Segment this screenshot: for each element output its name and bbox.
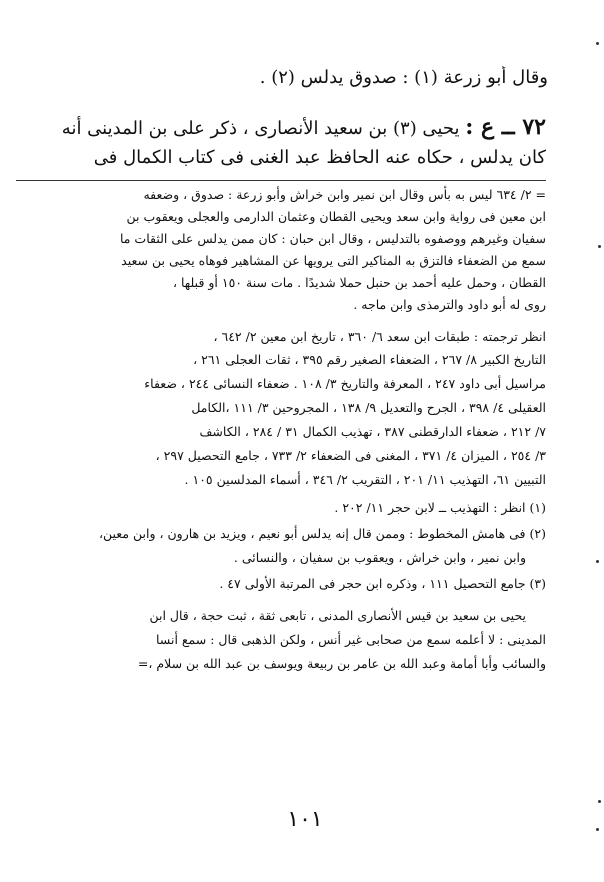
refs-line-7: التبيين ٦١، التهذيب ١١/ ٢٠١ ، التقريب ٢/ ٣٤٦ ، أسماء المدلسين ١٠٥ . xyxy=(184,472,546,487)
main-line-1: وقال أبو زرعة (١) : صدوق يدلس (٢) . xyxy=(259,67,548,88)
margin-speck xyxy=(596,828,599,831)
refs-line-4: العقيلى ٤/ ٣٩٨ ، الجرح والتعديل ٩/ ١٣٨ ، المجروحين ٣/ ١١١ ،الكامل xyxy=(191,400,546,415)
footnote-1: (١) انظر : التهذيب ــ لابن حجر ١١/ ٢٠٢ . xyxy=(334,500,546,515)
fn-cont-line-6: روى له أبو داود والترمذى وابن ماجه . xyxy=(353,297,546,312)
fn-cont-line-3: سفيان وغيرهم ووصفوه بالتدليس ، وقال ابن حبان : كان ممن يدلس على الثقات ما xyxy=(119,231,546,246)
entry-number: ٧٢ ــ ع : xyxy=(465,114,546,140)
footnote-3-body-line-1: يحيى بن سعيد بن قيس الأنصارى المدنى ، تابعى ثقة ، ثبت حجة ، قال ابن xyxy=(149,608,526,623)
footnote-separator xyxy=(16,180,546,181)
refs-line-5: ٧/ ٢١٢ ، ضعفاء الدارقطنى ٣٨٧ ، تهذيب الكمال ٣١ / ٢٨٤ ، الكاشف xyxy=(199,424,546,439)
footnote-3-body-line-2: المدينى : لا أعلمه سمع من صحابى غير أنس ، ولكن الذهبى قال : سمع أنسا xyxy=(156,632,546,647)
margin-speck xyxy=(598,245,601,248)
footnote-3: (٣) جامع التحصيل ١١١ ، وذكره ابن حجر فى المرتبة الأولى ٤٧ . xyxy=(219,576,546,591)
fn-cont-line-5: القطان ، وحمل عليه أحمد بن حنبل حملا شديدًا . مات سنة ١٥٠ أو قبلها ، xyxy=(172,275,546,290)
page-number: ١٠١ xyxy=(287,807,323,832)
entry-72-line-2: كان يدلس ، حكاه عنه الحافظ عبد الغنى فى كتاب الكمال فى xyxy=(93,147,546,168)
refs-line-6: ٣/ ٢٥٤ ، الميزان ٤/ ٣٧١ ، المغنى فى الضعفاء ٢/ ٧٣٣ ، جامع التحصيل ٢٩٧ ، xyxy=(155,448,546,463)
refs-line-3: مراسيل أبى داود ٢٤٧ ، المعرفة والتاريخ ٣/ ١٠٨ . ضعفاء النسائى ٢٤٤ ، ضعفاء xyxy=(144,376,546,391)
margin-speck xyxy=(596,560,599,563)
margin-speck xyxy=(598,800,601,803)
margin-speck xyxy=(596,42,599,45)
entry-text: يحيى (٣) بن سعيد الأنصارى ، ذكر على بن المدينى أنه xyxy=(61,118,460,139)
fn-cont-line-2: ابن معين فى رواية وابن سعد ويحيى القطان وعثمان الدارمى والعجلى ويعقوب بن xyxy=(126,209,546,224)
footnote-3-body-line-3: والسائب وأبا أمامة وعبد الله بن عامر بن ربيعة ويوسف بن عبد الله بن سلام ،= xyxy=(137,656,546,671)
refs-line-2: التاريخ الكبير ٨/ ٢٦٧ ، الضعفاء الصغير رقم ٣٩٥ ، ثقات العجلى ٢٦١ ، xyxy=(193,352,546,367)
fn-cont-line-1: = ٢/ ٦٣٤ ليس به بأس وقال ابن نمير وابن خراش وأبو زرعة : صدوق ، وضعفه xyxy=(143,187,546,202)
refs-line-1: انظر ترجمته : طبقات ابن سعد ٦/ ٣٦٠ ، تاريخ ابن معين ٢/ ٦٤٢ ، xyxy=(213,329,546,344)
footnote-2-line-2: وابن نمير ، وابن خراش ، ويعقوب بن سفيان ، والنسائى . xyxy=(233,550,526,565)
footnote-2-line-1: (٢) فى هامش المخطوط : وممن قال إنه يدلس أبو نعيم ، ويزيد بن هارون ، وابن معين، xyxy=(98,526,546,541)
entry-72-line-1 xyxy=(36,114,546,142)
fn-cont-line-4: سمع من الضعفاء فالتزق به المناكير التى يرويها عن المشاهير فوهاه يحيى بن سعيد xyxy=(121,253,546,268)
